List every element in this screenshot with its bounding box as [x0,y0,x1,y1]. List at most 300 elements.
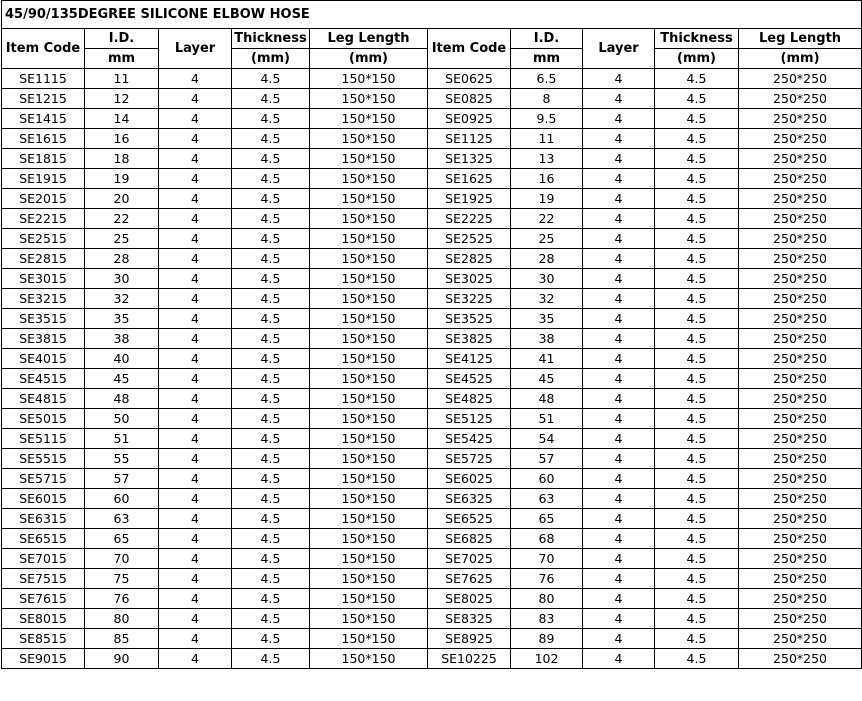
id-cell: 80 [85,609,159,629]
leg-length-cell: 150*150 [310,209,428,229]
leg-length-cell: 150*150 [310,629,428,649]
table-row [2,369,862,389]
id-cell: 40 [85,349,159,369]
thickness-cell: 4.5 [232,349,310,369]
thickness-cell: 4.5 [232,389,310,409]
leg-length-cell: 250*250 [739,109,862,129]
layer-cell: 4 [583,469,655,489]
item-code-cell: SE6025 [428,469,511,489]
leg-length-cell: 250*250 [739,249,862,269]
header-leg-length: Leg Length [310,29,428,49]
item-code-cell: SE3025 [428,269,511,289]
item-code-cell: SE1815 [2,149,85,169]
leg-length-cell: 150*150 [310,349,428,369]
table-row [2,149,862,169]
thickness-cell: 4.5 [232,69,310,89]
layer-cell: 4 [159,109,232,129]
item-code-cell: SE2525 [428,229,511,249]
table-row [2,129,862,149]
layer-cell: 4 [583,69,655,89]
thickness-cell: 4.5 [232,569,310,589]
table-row [2,449,862,469]
item-code-cell: SE3215 [2,289,85,309]
item-code-cell: SE7615 [2,589,85,609]
item-code-cell: SE1615 [2,129,85,149]
thickness-cell: 4.5 [232,429,310,449]
leg-length-cell: 250*250 [739,389,862,409]
item-code-cell: SE8025 [428,589,511,609]
id-cell: 8 [511,89,583,109]
header-item-code: Item Code [2,29,85,69]
table-title: 45/90/135DEGREE SILICONE ELBOW HOSE [2,1,862,29]
thickness-cell: 4.5 [655,509,739,529]
layer-cell: 4 [583,629,655,649]
leg-length-cell: 250*250 [739,469,862,489]
layer-cell: 4 [159,389,232,409]
layer-cell: 4 [583,209,655,229]
layer-cell: 4 [159,609,232,629]
thickness-cell: 4.5 [232,589,310,609]
thickness-cell: 4.5 [232,269,310,289]
thickness-cell: 4.5 [655,269,739,289]
layer-cell: 4 [159,209,232,229]
leg-length-cell: 250*250 [739,449,862,469]
elbow-hose-table [1,0,862,669]
table-row [2,249,862,269]
leg-length-cell: 250*250 [739,329,862,349]
id-cell: 63 [511,489,583,509]
thickness-cell: 4.5 [232,309,310,329]
thickness-cell: 4.5 [232,529,310,549]
item-code-cell: SE1915 [2,169,85,189]
thickness-cell: 4.5 [232,149,310,169]
header-layer: Layer [159,29,232,69]
thickness-cell: 4.5 [655,609,739,629]
thickness-cell: 4.5 [655,149,739,169]
table-row [2,469,862,489]
table-row [2,589,862,609]
thickness-cell: 4.5 [232,129,310,149]
id-cell: 54 [511,429,583,449]
leg-length-cell: 250*250 [739,649,862,669]
id-cell: 22 [85,209,159,229]
id-cell: 57 [511,449,583,469]
thickness-cell: 4.5 [655,109,739,129]
item-code-cell: SE4525 [428,369,511,389]
leg-length-cell: 150*150 [310,529,428,549]
id-cell: 9.5 [511,109,583,129]
item-code-cell: SE8015 [2,609,85,629]
item-code-cell: SE5115 [2,429,85,449]
id-cell: 35 [511,309,583,329]
table-row [2,349,862,369]
layer-cell: 4 [159,409,232,429]
leg-length-cell: 150*150 [310,489,428,509]
item-code-cell: SE4825 [428,389,511,409]
thickness-cell: 4.5 [655,629,739,649]
id-cell: 80 [511,589,583,609]
layer-cell: 4 [159,289,232,309]
thickness-cell: 4.5 [655,209,739,229]
layer-cell: 4 [583,129,655,149]
leg-length-cell: 150*150 [310,369,428,389]
item-code-cell: SE5515 [2,449,85,469]
table-row [2,429,862,449]
leg-length-cell: 250*250 [739,269,862,289]
id-cell: 19 [511,189,583,209]
thickness-cell: 4.5 [232,469,310,489]
layer-cell: 4 [159,509,232,529]
item-code-cell: SE1215 [2,89,85,109]
leg-length-cell: 150*150 [310,169,428,189]
item-code-cell: SE1625 [428,169,511,189]
leg-length-cell: 250*250 [739,409,862,429]
id-cell: 16 [511,169,583,189]
id-cell: 38 [85,329,159,349]
leg-length-cell: 250*250 [739,369,862,389]
leg-length-cell: 150*150 [310,449,428,469]
table-row [2,649,862,669]
layer-cell: 4 [159,369,232,389]
leg-length-cell: 250*250 [739,549,862,569]
id-cell: 32 [85,289,159,309]
layer-cell: 4 [159,269,232,289]
layer-cell: 4 [159,469,232,489]
id-cell: 48 [85,389,159,409]
item-code-cell: SE3015 [2,269,85,289]
leg-length-cell: 150*150 [310,569,428,589]
leg-length-cell: 250*250 [739,489,862,509]
leg-length-cell: 250*250 [739,309,862,329]
layer-cell: 4 [583,309,655,329]
thickness-cell: 4.5 [232,649,310,669]
leg-length-cell: 250*250 [739,209,862,229]
layer-cell: 4 [583,389,655,409]
id-cell: 63 [85,509,159,529]
layer-cell: 4 [583,329,655,349]
table-row [2,329,862,349]
layer-cell: 4 [583,569,655,589]
leg-length-cell: 150*150 [310,69,428,89]
thickness-cell: 4.5 [232,609,310,629]
id-cell: 90 [85,649,159,669]
item-code-cell: SE9015 [2,649,85,669]
table-row [2,109,862,129]
table-row [2,229,862,249]
item-code-cell: SE0625 [428,69,511,89]
id-cell: 25 [511,229,583,249]
thickness-cell: 4.5 [655,89,739,109]
table-row [2,409,862,429]
id-cell: 70 [511,549,583,569]
thickness-cell: 4.5 [655,449,739,469]
id-cell: 19 [85,169,159,189]
item-code-cell: SE4515 [2,369,85,389]
table-row [2,169,862,189]
thickness-cell: 4.5 [655,489,739,509]
layer-cell: 4 [583,149,655,169]
thickness-cell: 4.5 [655,549,739,569]
id-cell: 70 [85,549,159,569]
item-code-cell: SE7025 [428,549,511,569]
item-code-cell: SE6825 [428,529,511,549]
leg-length-cell: 150*150 [310,649,428,669]
thickness-cell: 4.5 [655,389,739,409]
header-id: I.D. [85,29,159,49]
item-code-cell: SE5015 [2,409,85,429]
thickness-cell: 4.5 [232,369,310,389]
item-code-cell: SE4125 [428,349,511,369]
id-cell: 41 [511,349,583,369]
table-row [2,89,862,109]
item-code-cell: SE6525 [428,509,511,529]
id-cell: 76 [85,589,159,609]
thickness-cell: 4.5 [655,569,739,589]
id-cell: 6.5 [511,69,583,89]
leg-length-cell: 150*150 [310,249,428,269]
item-code-cell: SE3825 [428,329,511,349]
id-cell: 57 [85,469,159,489]
leg-length-cell: 250*250 [739,149,862,169]
layer-cell: 4 [583,529,655,549]
table-row [2,609,862,629]
leg-length-cell: 250*250 [739,609,862,629]
leg-length-cell: 250*250 [739,89,862,109]
item-code-cell: SE1125 [428,129,511,149]
id-cell: 68 [511,529,583,549]
leg-length-cell: 150*150 [310,589,428,609]
item-code-cell: SE5715 [2,469,85,489]
thickness-cell: 4.5 [232,189,310,209]
layer-cell: 4 [583,549,655,569]
thickness-cell: 4.5 [655,249,739,269]
id-cell: 11 [511,129,583,149]
header-id-unit: mm [511,49,583,69]
id-cell: 76 [511,569,583,589]
id-cell: 51 [511,409,583,429]
layer-cell: 4 [159,229,232,249]
id-cell: 28 [85,249,159,269]
header-item-code: Item Code [428,29,511,69]
id-cell: 20 [85,189,159,209]
item-code-cell: SE6015 [2,489,85,509]
layer-cell: 4 [583,289,655,309]
layer-cell: 4 [159,649,232,669]
table-body [2,69,862,669]
item-code-cell: SE1415 [2,109,85,129]
thickness-cell: 4.5 [232,249,310,269]
item-code-cell: SE1325 [428,149,511,169]
thickness-cell: 4.5 [655,649,739,669]
item-code-cell: SE2225 [428,209,511,229]
thickness-cell: 4.5 [655,329,739,349]
item-code-cell: SE10225 [428,649,511,669]
thickness-cell: 4.5 [655,289,739,309]
thickness-cell: 4.5 [232,509,310,529]
thickness-cell: 4.5 [655,129,739,149]
thickness-cell: 4.5 [655,349,739,369]
leg-length-cell: 250*250 [739,429,862,449]
thickness-cell: 4.5 [655,169,739,189]
layer-cell: 4 [583,649,655,669]
layer-cell: 4 [159,169,232,189]
id-cell: 65 [511,509,583,529]
layer-cell: 4 [583,409,655,429]
header-leg-length-unit: (mm) [739,49,862,69]
thickness-cell: 4.5 [232,209,310,229]
id-cell: 35 [85,309,159,329]
layer-cell: 4 [583,349,655,369]
item-code-cell: SE3515 [2,309,85,329]
id-cell: 85 [85,629,159,649]
layer-cell: 4 [159,69,232,89]
item-code-cell: SE2815 [2,249,85,269]
layer-cell: 4 [159,569,232,589]
leg-length-cell: 250*250 [739,629,862,649]
leg-length-cell: 150*150 [310,409,428,429]
layer-cell: 4 [583,109,655,129]
item-code-cell: SE8515 [2,629,85,649]
leg-length-cell: 150*150 [310,269,428,289]
thickness-cell: 4.5 [232,549,310,569]
item-code-cell: SE5125 [428,409,511,429]
leg-length-cell: 150*150 [310,469,428,489]
thickness-cell: 4.5 [232,109,310,129]
layer-cell: 4 [159,449,232,469]
id-cell: 55 [85,449,159,469]
id-cell: 18 [85,149,159,169]
leg-length-cell: 250*250 [739,129,862,149]
id-cell: 12 [85,89,159,109]
thickness-cell: 4.5 [232,629,310,649]
id-cell: 75 [85,569,159,589]
thickness-cell: 4.5 [655,229,739,249]
item-code-cell: SE3225 [428,289,511,309]
table-row [2,289,862,309]
layer-cell: 4 [583,449,655,469]
item-code-cell: SE2215 [2,209,85,229]
table-row [2,189,862,209]
id-cell: 89 [511,629,583,649]
thickness-cell: 4.5 [232,89,310,109]
thickness-cell: 4.5 [232,329,310,349]
leg-length-cell: 150*150 [310,189,428,209]
layer-cell: 4 [159,329,232,349]
table-row [2,269,862,289]
table-row [2,309,862,329]
leg-length-cell: 150*150 [310,309,428,329]
item-code-cell: SE0925 [428,109,511,129]
thickness-cell: 4.5 [655,409,739,429]
id-cell: 38 [511,329,583,349]
leg-length-cell: 150*150 [310,329,428,349]
leg-length-cell: 250*250 [739,289,862,309]
layer-cell: 4 [159,89,232,109]
id-cell: 50 [85,409,159,429]
table-row [2,389,862,409]
thickness-cell: 4.5 [655,309,739,329]
layer-cell: 4 [583,269,655,289]
header-thickness: Thickness [655,29,739,49]
id-cell: 14 [85,109,159,129]
layer-cell: 4 [159,249,232,269]
item-code-cell: SE7625 [428,569,511,589]
layer-cell: 4 [159,429,232,449]
layer-cell: 4 [583,89,655,109]
item-code-cell: SE6515 [2,529,85,549]
leg-length-cell: 250*250 [739,569,862,589]
item-code-cell: SE1925 [428,189,511,209]
item-code-cell: SE7015 [2,549,85,569]
header-leg-length: Leg Length [739,29,862,49]
thickness-cell: 4.5 [232,169,310,189]
header-thickness-unit: (mm) [232,49,310,69]
item-code-cell: SE4815 [2,389,85,409]
thickness-cell: 4.5 [232,409,310,429]
layer-cell: 4 [159,629,232,649]
layer-cell: 4 [159,589,232,609]
leg-length-cell: 250*250 [739,529,862,549]
leg-length-cell: 250*250 [739,189,862,209]
leg-length-cell: 150*150 [310,609,428,629]
item-code-cell: SE8925 [428,629,511,649]
id-cell: 45 [511,369,583,389]
leg-length-cell: 150*150 [310,549,428,569]
thickness-cell: 4.5 [655,189,739,209]
id-cell: 30 [85,269,159,289]
layer-cell: 4 [159,129,232,149]
leg-length-cell: 250*250 [739,509,862,529]
id-cell: 65 [85,529,159,549]
header-thickness: Thickness [232,29,310,49]
id-cell: 45 [85,369,159,389]
leg-length-cell: 150*150 [310,129,428,149]
item-code-cell: SE2015 [2,189,85,209]
id-cell: 32 [511,289,583,309]
thickness-cell: 4.5 [232,449,310,469]
leg-length-cell: 250*250 [739,349,862,369]
table-row [2,629,862,649]
layer-cell: 4 [159,149,232,169]
leg-length-cell: 150*150 [310,429,428,449]
leg-length-cell: 150*150 [310,89,428,109]
id-cell: 16 [85,129,159,149]
id-cell: 48 [511,389,583,409]
table-row [2,489,862,509]
table-row [2,69,862,89]
layer-cell: 4 [583,429,655,449]
id-cell: 22 [511,209,583,229]
table-row [2,509,862,529]
item-code-cell: SE5725 [428,449,511,469]
thickness-cell: 4.5 [232,489,310,509]
item-code-cell: SE5425 [428,429,511,449]
leg-length-cell: 150*150 [310,389,428,409]
layer-cell: 4 [159,549,232,569]
thickness-cell: 4.5 [655,469,739,489]
leg-length-cell: 150*150 [310,229,428,249]
id-cell: 102 [511,649,583,669]
id-cell: 60 [511,469,583,489]
item-code-cell: SE6315 [2,509,85,529]
header-id-unit: mm [85,49,159,69]
item-code-cell: SE1115 [2,69,85,89]
leg-length-cell: 150*150 [310,289,428,309]
item-code-cell: SE4015 [2,349,85,369]
id-cell: 51 [85,429,159,449]
leg-length-cell: 150*150 [310,149,428,169]
table-row [2,569,862,589]
